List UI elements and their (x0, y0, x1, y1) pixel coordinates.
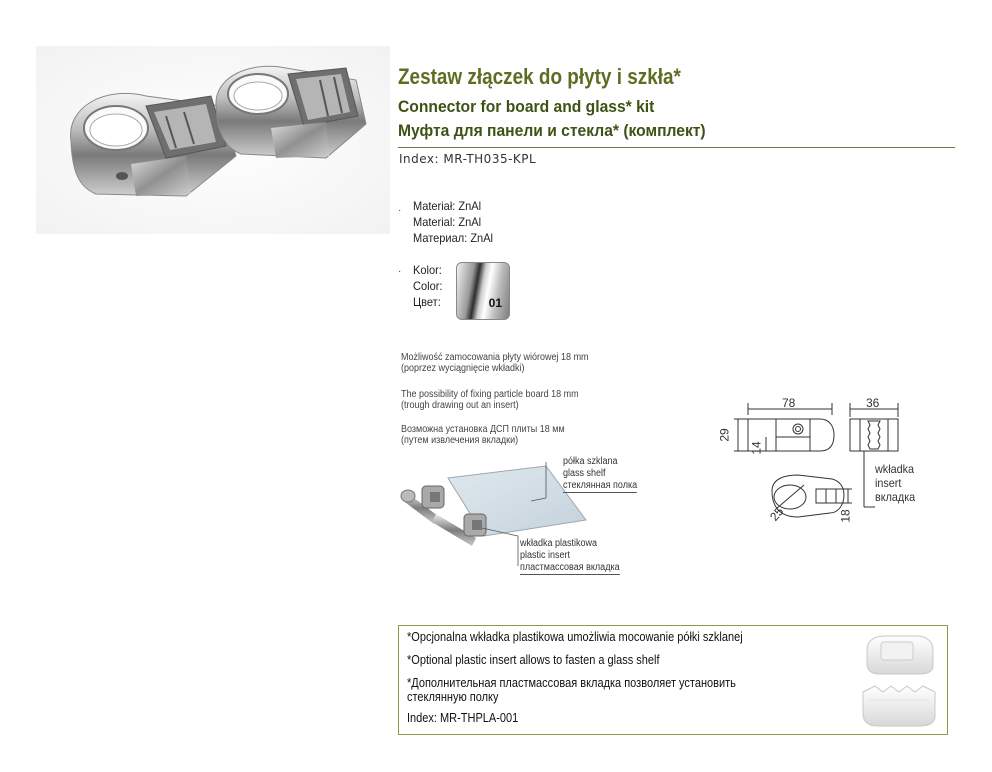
description-pl (401, 352, 589, 374)
plastic-insert-label-pl: wkładka plastikowa (520, 538, 598, 549)
note-index: Index: MR-THPLA-001 (407, 711, 519, 725)
bullet-color: · (398, 266, 402, 277)
drawing-insert-label-pl: wkładka (875, 462, 915, 476)
dim-tube-diameter: 25 (767, 504, 787, 524)
material-ru: Материал: ZnAl (413, 231, 494, 245)
glass-shelf-label (563, 456, 637, 493)
color-labels (413, 262, 442, 310)
glass-shelf-label-en: glass shelf (563, 468, 606, 479)
drawing-insert-label-en: insert (875, 476, 902, 490)
dim-length: 78 (782, 396, 796, 410)
title-russian: Муфта для панели и стекла* (комплект) (398, 121, 706, 140)
description-ru-line1: Возможна установка ДСП плиты 18 мм (401, 424, 565, 435)
note-line-ru-1: *Дополнительная пластмассовая вкладка позволяет установить (407, 676, 736, 690)
color-code: 01 (488, 296, 502, 310)
color-label-pl: Kolor: (413, 263, 442, 277)
dim-depth: 36 (866, 396, 880, 410)
plastic-insert-image (855, 630, 943, 730)
title-polish: Zestaw złączek do płyty i szkła* (398, 64, 681, 89)
glass-shelf-label-ru: стеклянная полка (563, 480, 638, 491)
description-pl-line2: (poprzez wyciągnięcie wkładki) (401, 363, 525, 374)
note-line-pl: *Opcjonalna wkładka plastikowa umożliwia mocowanie półki szklanej (407, 630, 743, 644)
color-label-ru: Цвет: (413, 295, 441, 309)
color-swatch (456, 262, 510, 320)
header-divider (398, 147, 955, 148)
product-photo (36, 46, 390, 234)
bullet-material: · (398, 205, 402, 216)
material-list (413, 198, 493, 246)
optional-insert-note (398, 625, 948, 735)
description-en-line2: (trough drawing out an insert) (401, 400, 519, 411)
drawing-insert-label-ru: вкладка (875, 490, 916, 504)
material-pl: Materiał: ZnAl (413, 199, 482, 213)
note-line-ru-2: стеклянную полку (407, 690, 499, 704)
drawing-insert-label (875, 462, 915, 504)
title-english: Connector for board and glass* kit (398, 97, 655, 116)
description-ru-line2: (путем извлечения вкладки) (401, 435, 519, 446)
dim-height: 29 (717, 428, 732, 442)
glass-shelf-label-pl: półka szklana (563, 456, 618, 467)
description-ru (401, 424, 565, 446)
dim-inner-height: 14 (749, 441, 764, 455)
plastic-insert-label-en: plastic insert (520, 550, 571, 561)
description-en (401, 389, 579, 411)
color-label-en: Color: (413, 279, 443, 293)
note-line-en: *Optional plastic insert allows to fasten a glass shelf (407, 653, 660, 667)
plastic-insert-label (520, 538, 620, 575)
description-pl-line1: Możliwość zamocowania płyty wiórowej 18 mm (401, 352, 589, 363)
product-index: Index: MR-TH035-KPL (399, 152, 537, 166)
plastic-insert-label-ru: пластмассовая вкладка (520, 562, 620, 573)
material-en: Material: ZnAl (413, 215, 482, 229)
description-en-line1: The possibility of fixing particle board 18 mm (401, 389, 579, 400)
dim-slot: 18 (838, 509, 853, 523)
